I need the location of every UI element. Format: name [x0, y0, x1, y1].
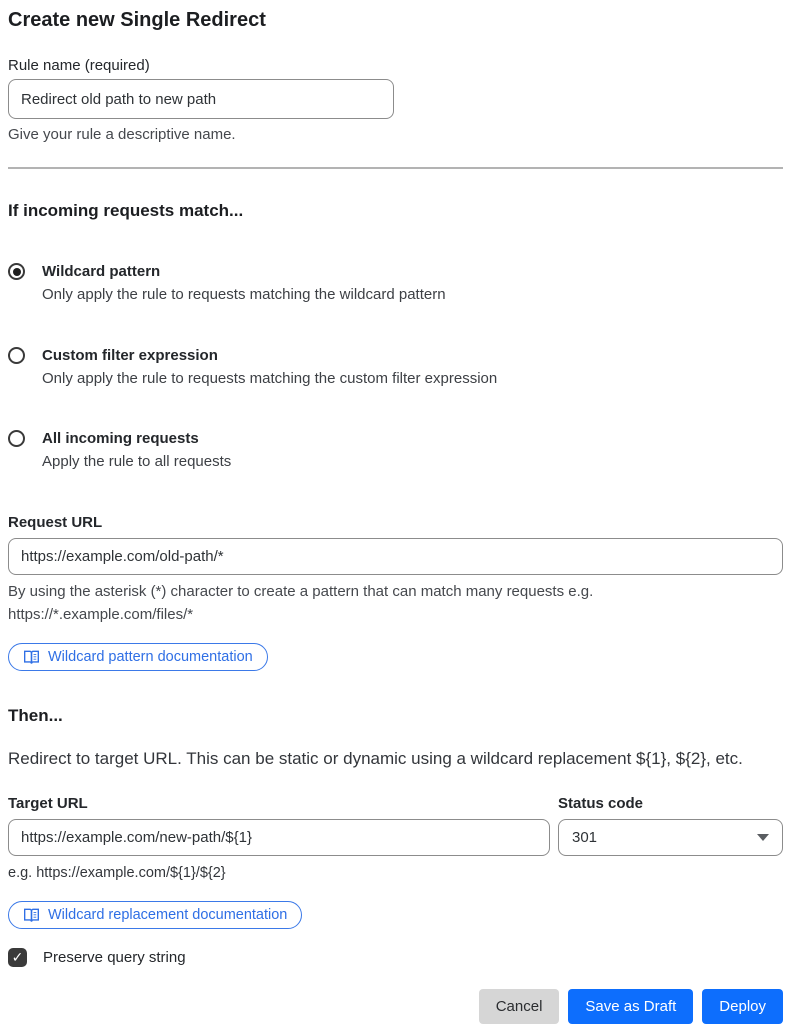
request-url-label: Request URL: [8, 514, 103, 531]
footer-actions: [8, 989, 783, 1024]
custom-filter-radio[interactable]: [8, 347, 25, 364]
wildcard-replacement-docs-button[interactable]: [8, 901, 302, 929]
chevron-down-icon: [757, 834, 769, 841]
target-url-help: e.g. https://example.com/${1}/${2}: [8, 865, 226, 881]
book-icon: [23, 650, 40, 665]
page-title: Create new Single Redirect: [8, 9, 266, 31]
target-url-input[interactable]: [8, 819, 550, 856]
preserve-query-string-label: Preserve query string: [43, 949, 186, 966]
radio-option-description: Only apply the rule to requests matching the custom filter expression: [42, 370, 498, 387]
preserve-query-string-checkbox[interactable]: ✓: [8, 948, 27, 967]
radio-option-all-requests[interactable]: [8, 428, 783, 473]
wildcard-pattern-docs-label: Wildcard pattern documentation: [48, 649, 253, 665]
target-url-label: Target URL: [8, 795, 88, 812]
status-code-label: Status code: [558, 795, 644, 812]
radio-option-description: Apply the rule to all requests: [42, 453, 232, 470]
then-section-heading: Then...: [8, 706, 63, 725]
request-url-input[interactable]: [8, 538, 783, 575]
wildcard-pattern-docs-button[interactable]: [8, 643, 268, 671]
redirect-description: Redirect to target URL. This can be static or dynamic using a wildcard replacement ${1}, ${2}, etc.: [8, 749, 743, 768]
radio-option-label: All incoming requests: [42, 430, 199, 447]
rule-name-help: Give your rule a descriptive name.: [8, 126, 236, 143]
preserve-query-string-row[interactable]: [8, 948, 783, 967]
rule-name-input[interactable]: [8, 79, 394, 119]
radio-option-wildcard-pattern[interactable]: [8, 261, 783, 306]
book-icon: [23, 908, 40, 923]
request-url-help: By using the asterisk (*) character to create a pattern that can match many requests e.g. https://*.example.com/files/*: [8, 583, 594, 623]
rule-name-label: Rule name (required): [8, 57, 150, 74]
all-requests-radio[interactable]: [8, 430, 25, 447]
cancel-button[interactable]: Cancel: [479, 989, 560, 1024]
radio-option-custom-filter[interactable]: [8, 345, 783, 390]
wildcard-pattern-radio[interactable]: [8, 263, 25, 280]
radio-option-label: Wildcard pattern: [42, 263, 161, 280]
radio-option-label: Custom filter expression: [42, 347, 218, 364]
wildcard-replacement-docs-label: Wildcard replacement documentation: [48, 907, 288, 923]
save-as-draft-button[interactable]: Save as Draft: [568, 989, 693, 1024]
deploy-button[interactable]: Deploy: [702, 989, 783, 1024]
status-code-select[interactable]: [558, 819, 783, 856]
match-section-heading: If incoming requests match...: [8, 201, 244, 220]
status-code-value: 301: [572, 829, 598, 846]
radio-option-description: Only apply the rule to requests matching the wildcard pattern: [42, 286, 446, 303]
section-divider: [8, 167, 783, 169]
